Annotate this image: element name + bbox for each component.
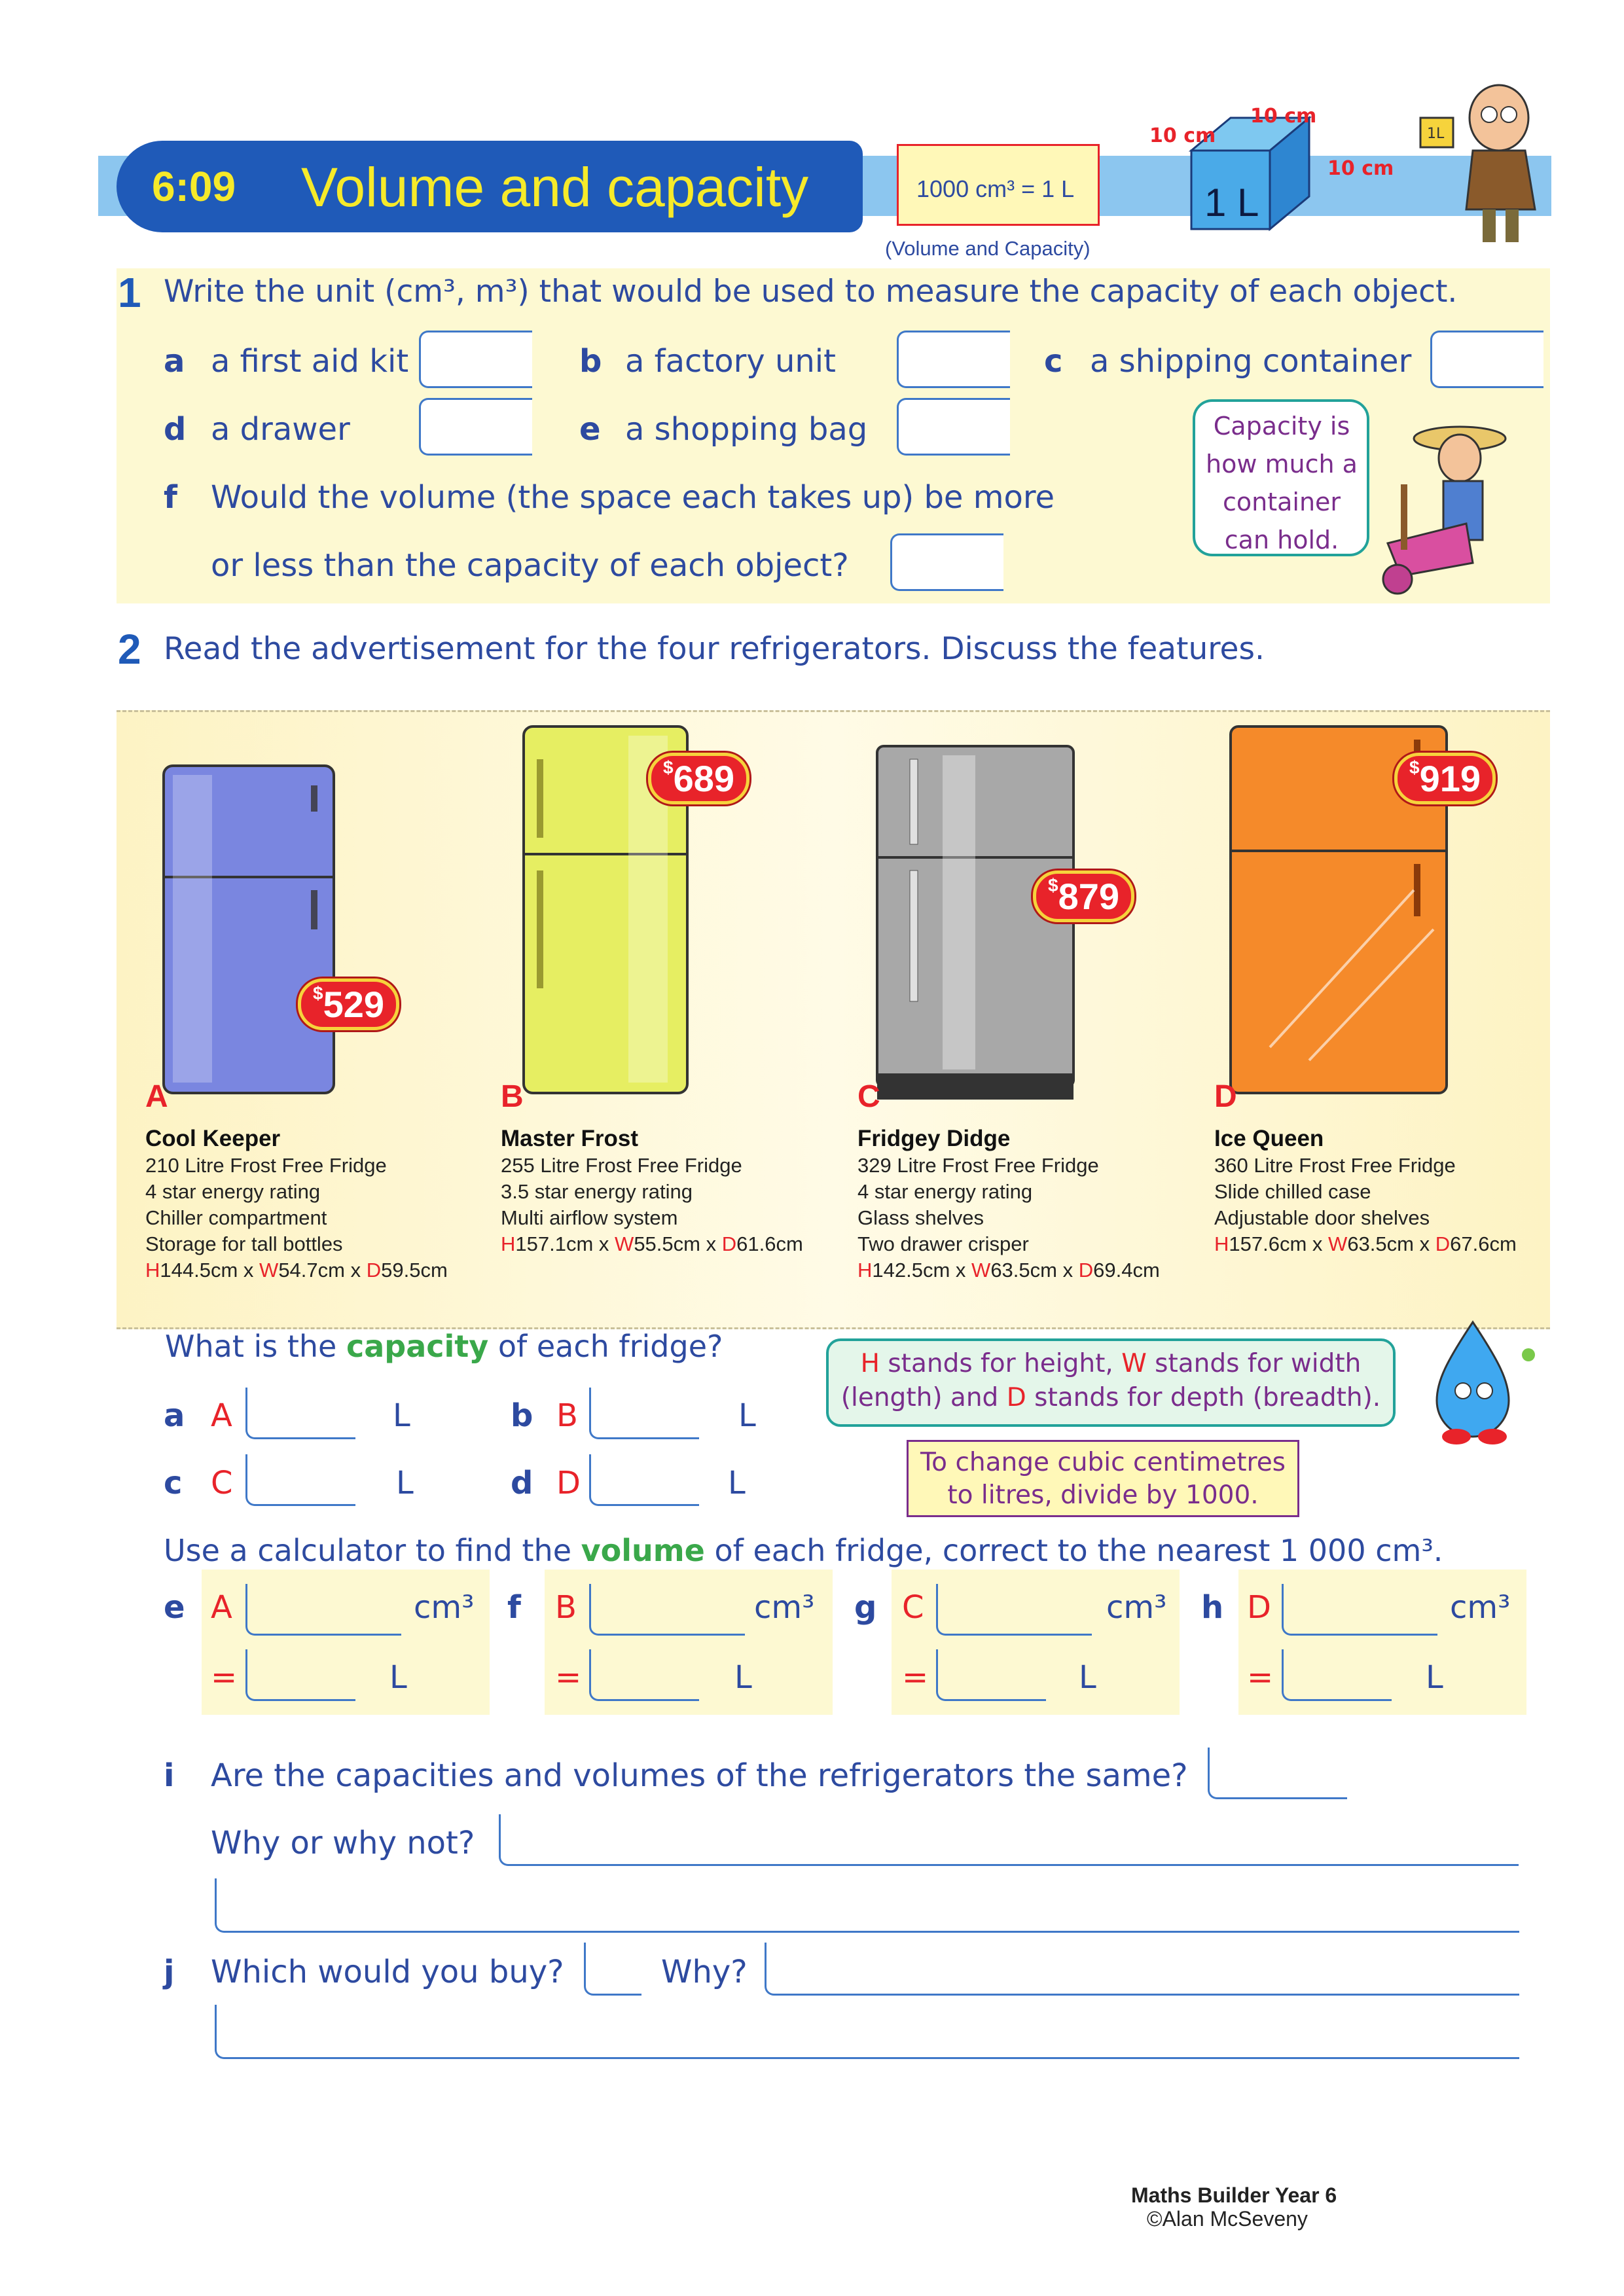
cap-d-letter: d [511,1465,533,1501]
fridge-c-spec-1: 329 Litre Frost Free Fridge [857,1154,1099,1177]
vol-g-fridge: C [902,1589,924,1626]
q1-prompt: Write the unit (cm³, m³) that would be used to measure the capacity of each object. [164,274,1458,310]
q1-f-line1: Would the volume (the space each takes up) be more [211,479,1055,516]
q1-d-answer-box[interactable] [419,398,532,456]
conversion-text: 1000 cm³ = 1 L [916,175,1075,202]
vol-e-letter: e [164,1589,185,1626]
mascot-block-label: 1L [1427,126,1445,142]
q2-number: 2 [118,626,141,673]
vol-g-cm3-box[interactable] [936,1584,1092,1636]
q1-f-answer-box[interactable] [890,533,1003,591]
cap-b-fridge: B [556,1397,578,1434]
lesson-code: 6:09 [152,163,236,210]
vol-h-cm3-box[interactable] [1282,1584,1437,1636]
vol-h-unit: cm³ [1450,1589,1511,1626]
vol-g-eq: = [902,1659,929,1696]
fridge-a-price-badge: $529 [298,978,399,1030]
professor-mascot-icon [1407,79,1558,249]
vol-f-letter: f [507,1589,521,1626]
q2-j-why: Why? [661,1954,748,1990]
capacity-speech-text: Capacity is how much a container can hold. [1206,412,1358,554]
vol-g-unit2: L [1079,1659,1096,1696]
cap-d-fridge: D [556,1465,581,1501]
q2-i-letter: i [164,1757,175,1794]
fridge-a-spec-2: 4 star energy rating [145,1180,321,1203]
q2-i-text: Are the capacities and volumes of the refrigerators the same? [211,1757,1188,1794]
vol-e-fridge: A [211,1589,232,1626]
q1-a-answer-box[interactable] [419,331,532,388]
fridge-b-price-badge: $689 [648,753,749,804]
q1-a-text: a first aid kit [211,343,409,380]
fridge-d-name: Ice Queen [1214,1126,1324,1151]
volume-prompt: Use a calculator to find the volume of each fridge, correct to the nearest 1 000 cm³. [164,1533,1443,1568]
cube-label-right: 10 cm [1327,157,1394,180]
cap-d-unit: L [728,1465,746,1501]
fridge-c-spec-3: Glass shelves [857,1206,984,1229]
cap-c-answer-box[interactable] [245,1454,355,1506]
water-drop-mascot-icon [1407,1316,1551,1446]
vol-g-litre-box[interactable] [936,1649,1046,1701]
fridge-b-spec-3: Multi airflow system [501,1206,678,1229]
fridge-c-name: Fridgey Didge [857,1126,1011,1151]
q2-j-choice-box[interactable] [584,1943,641,1996]
q1-d-text: a drawer [211,411,350,448]
fridge-c-specs [857,1126,1160,1283]
vol-e-cm3-box[interactable] [245,1584,401,1636]
q2-j-why-line-2[interactable] [215,2005,1519,2059]
q1-d-letter: d [164,411,187,448]
q1-number: 1 [118,269,141,316]
fridge-d-price-badge: $919 [1394,753,1496,804]
fridge-c-dims: H142.5cm x W63.5cm x D69.4cm [857,1259,1160,1282]
vol-f-cm3-box[interactable] [589,1584,745,1636]
vol-h-fridge: D [1247,1589,1271,1626]
fridge-b-dims: H157.1cm x W55.5cm x D61.6cm [501,1232,803,1255]
fridge-c-image [864,740,1087,1106]
fridge-b-specs [501,1126,803,1257]
vol-e-eq: = [211,1659,238,1696]
vol-h-unit2: L [1426,1659,1443,1696]
vol-g-letter: g [854,1589,877,1626]
fridge-a-spec-3: Chiller compartment [145,1206,327,1229]
q2-prompt: Read the advertisement for the four refrigerators. Discuss the features. [164,631,1265,667]
fridge-c-price-badge: $879 [1033,870,1134,922]
cap-d-answer-box[interactable] [589,1454,699,1506]
gardener-wheelbarrow-icon [1375,412,1538,602]
vol-f-eq: = [555,1659,582,1696]
hwd-note-text: H stands for height, W stands for width (length) and D stands for depth (breadth). [840,1349,1381,1412]
q2-j-why-line-1[interactable] [765,1943,1519,1996]
cap-a-letter: a [164,1397,185,1434]
vol-f-unit: cm³ [754,1589,815,1626]
q2-i-why-line-1[interactable] [499,1814,1519,1866]
fridge-d-spec-2: Slide chilled case [1214,1180,1371,1203]
fridge-b-spec-1: 255 Litre Frost Free Fridge [501,1154,742,1177]
cap-a-fridge: A [211,1397,232,1434]
fridge-c-spec-2: 4 star energy rating [857,1180,1033,1203]
vol-e-litre-box[interactable] [245,1649,355,1701]
q1-e-answer-box[interactable] [897,398,1010,456]
fridge-c-letter: C [857,1079,880,1114]
fridge-a-specs [145,1126,448,1283]
q1-b-letter: b [579,343,602,380]
cap-c-fridge: C [211,1465,233,1501]
cap-c-unit: L [396,1465,414,1501]
fridge-d-dims: H157.6cm x W63.5cm x D67.6cm [1214,1232,1517,1255]
footer-author: ©Alan McSeveny [1147,2207,1308,2231]
fridge-b-name: Master Frost [501,1126,639,1151]
cap-a-unit: L [393,1397,410,1434]
q1-f-line2: or less than the capacity of each object? [211,547,849,584]
cap-b-unit: L [738,1397,756,1434]
fridge-d-spec-1: 360 Litre Frost Free Fridge [1214,1154,1456,1177]
fridge-a-image [151,759,353,1100]
cube-label-left: 10 cm [1149,124,1216,147]
q2-i-answer-box[interactable] [1208,1748,1347,1799]
page-title: Volume and capacity [301,156,809,218]
fridge-a-spec-1: 210 Litre Frost Free Fridge [145,1154,387,1177]
fridge-a-spec-4: Storage for tall bottles [145,1232,343,1255]
q1-b-answer-box[interactable] [897,331,1010,388]
footer-book: Maths Builder Year 6 [1131,2183,1337,2207]
q2-j-text: Which would you buy? [211,1954,564,1990]
q2-i-why: Why or why not? [211,1825,475,1861]
vol-f-litre-box[interactable] [589,1649,699,1701]
conversion-caption: (Volume and Capacity) [885,237,1091,260]
q1-c-letter: c [1044,343,1063,380]
vol-h-letter: h [1201,1589,1224,1626]
convert-note-text: To change cubic centimetres to litres, divide by 1000. [920,1448,1286,1510]
fridge-d-spec-3: Adjustable door shelves [1214,1206,1430,1229]
cap-a-answer-box[interactable] [245,1388,355,1439]
vol-h-eq: = [1247,1659,1274,1696]
cap-c-letter: c [164,1465,183,1501]
fridge-a-name: Cool Keeper [145,1126,281,1151]
q1-a-letter: a [164,343,185,380]
vol-e-unit2: L [389,1659,407,1696]
q1-c-text: a shipping container [1090,343,1412,380]
vol-h-litre-box[interactable] [1282,1649,1392,1701]
cap-b-answer-box[interactable] [589,1388,699,1439]
cap-b-letter: b [511,1397,533,1434]
q1-c-answer-box[interactable] [1430,331,1543,388]
fridge-a-dims: H144.5cm x W54.7cm x D59.5cm [145,1259,448,1282]
q1-e-text: a shopping bag [625,411,868,448]
q1-b-text: a factory unit [625,343,836,380]
fridge-a-letter: A [145,1079,168,1114]
cube-label-top: 10 cm [1250,105,1317,128]
fridge-d-letter: D [1214,1079,1237,1114]
vol-g-unit: cm³ [1106,1589,1167,1626]
fridge-c-spec-4: Two drawer crisper [857,1232,1029,1255]
q2-j-letter: j [164,1954,175,1990]
q1-e-letter: e [579,411,601,448]
vol-f-fridge: B [555,1589,577,1626]
vol-f-unit2: L [734,1659,752,1696]
fridge-d-specs [1214,1126,1517,1257]
cube-face-label: 1 L [1204,181,1259,224]
q1-f-letter: f [164,479,177,516]
vol-e-unit: cm³ [414,1589,475,1626]
q2-i-why-line-2[interactable] [215,1878,1519,1933]
capacity-prompt: What is the capacity of each fridge? [165,1329,723,1364]
fridge-b-spec-2: 3.5 star energy rating [501,1180,693,1203]
fridge-b-letter: B [501,1079,524,1114]
